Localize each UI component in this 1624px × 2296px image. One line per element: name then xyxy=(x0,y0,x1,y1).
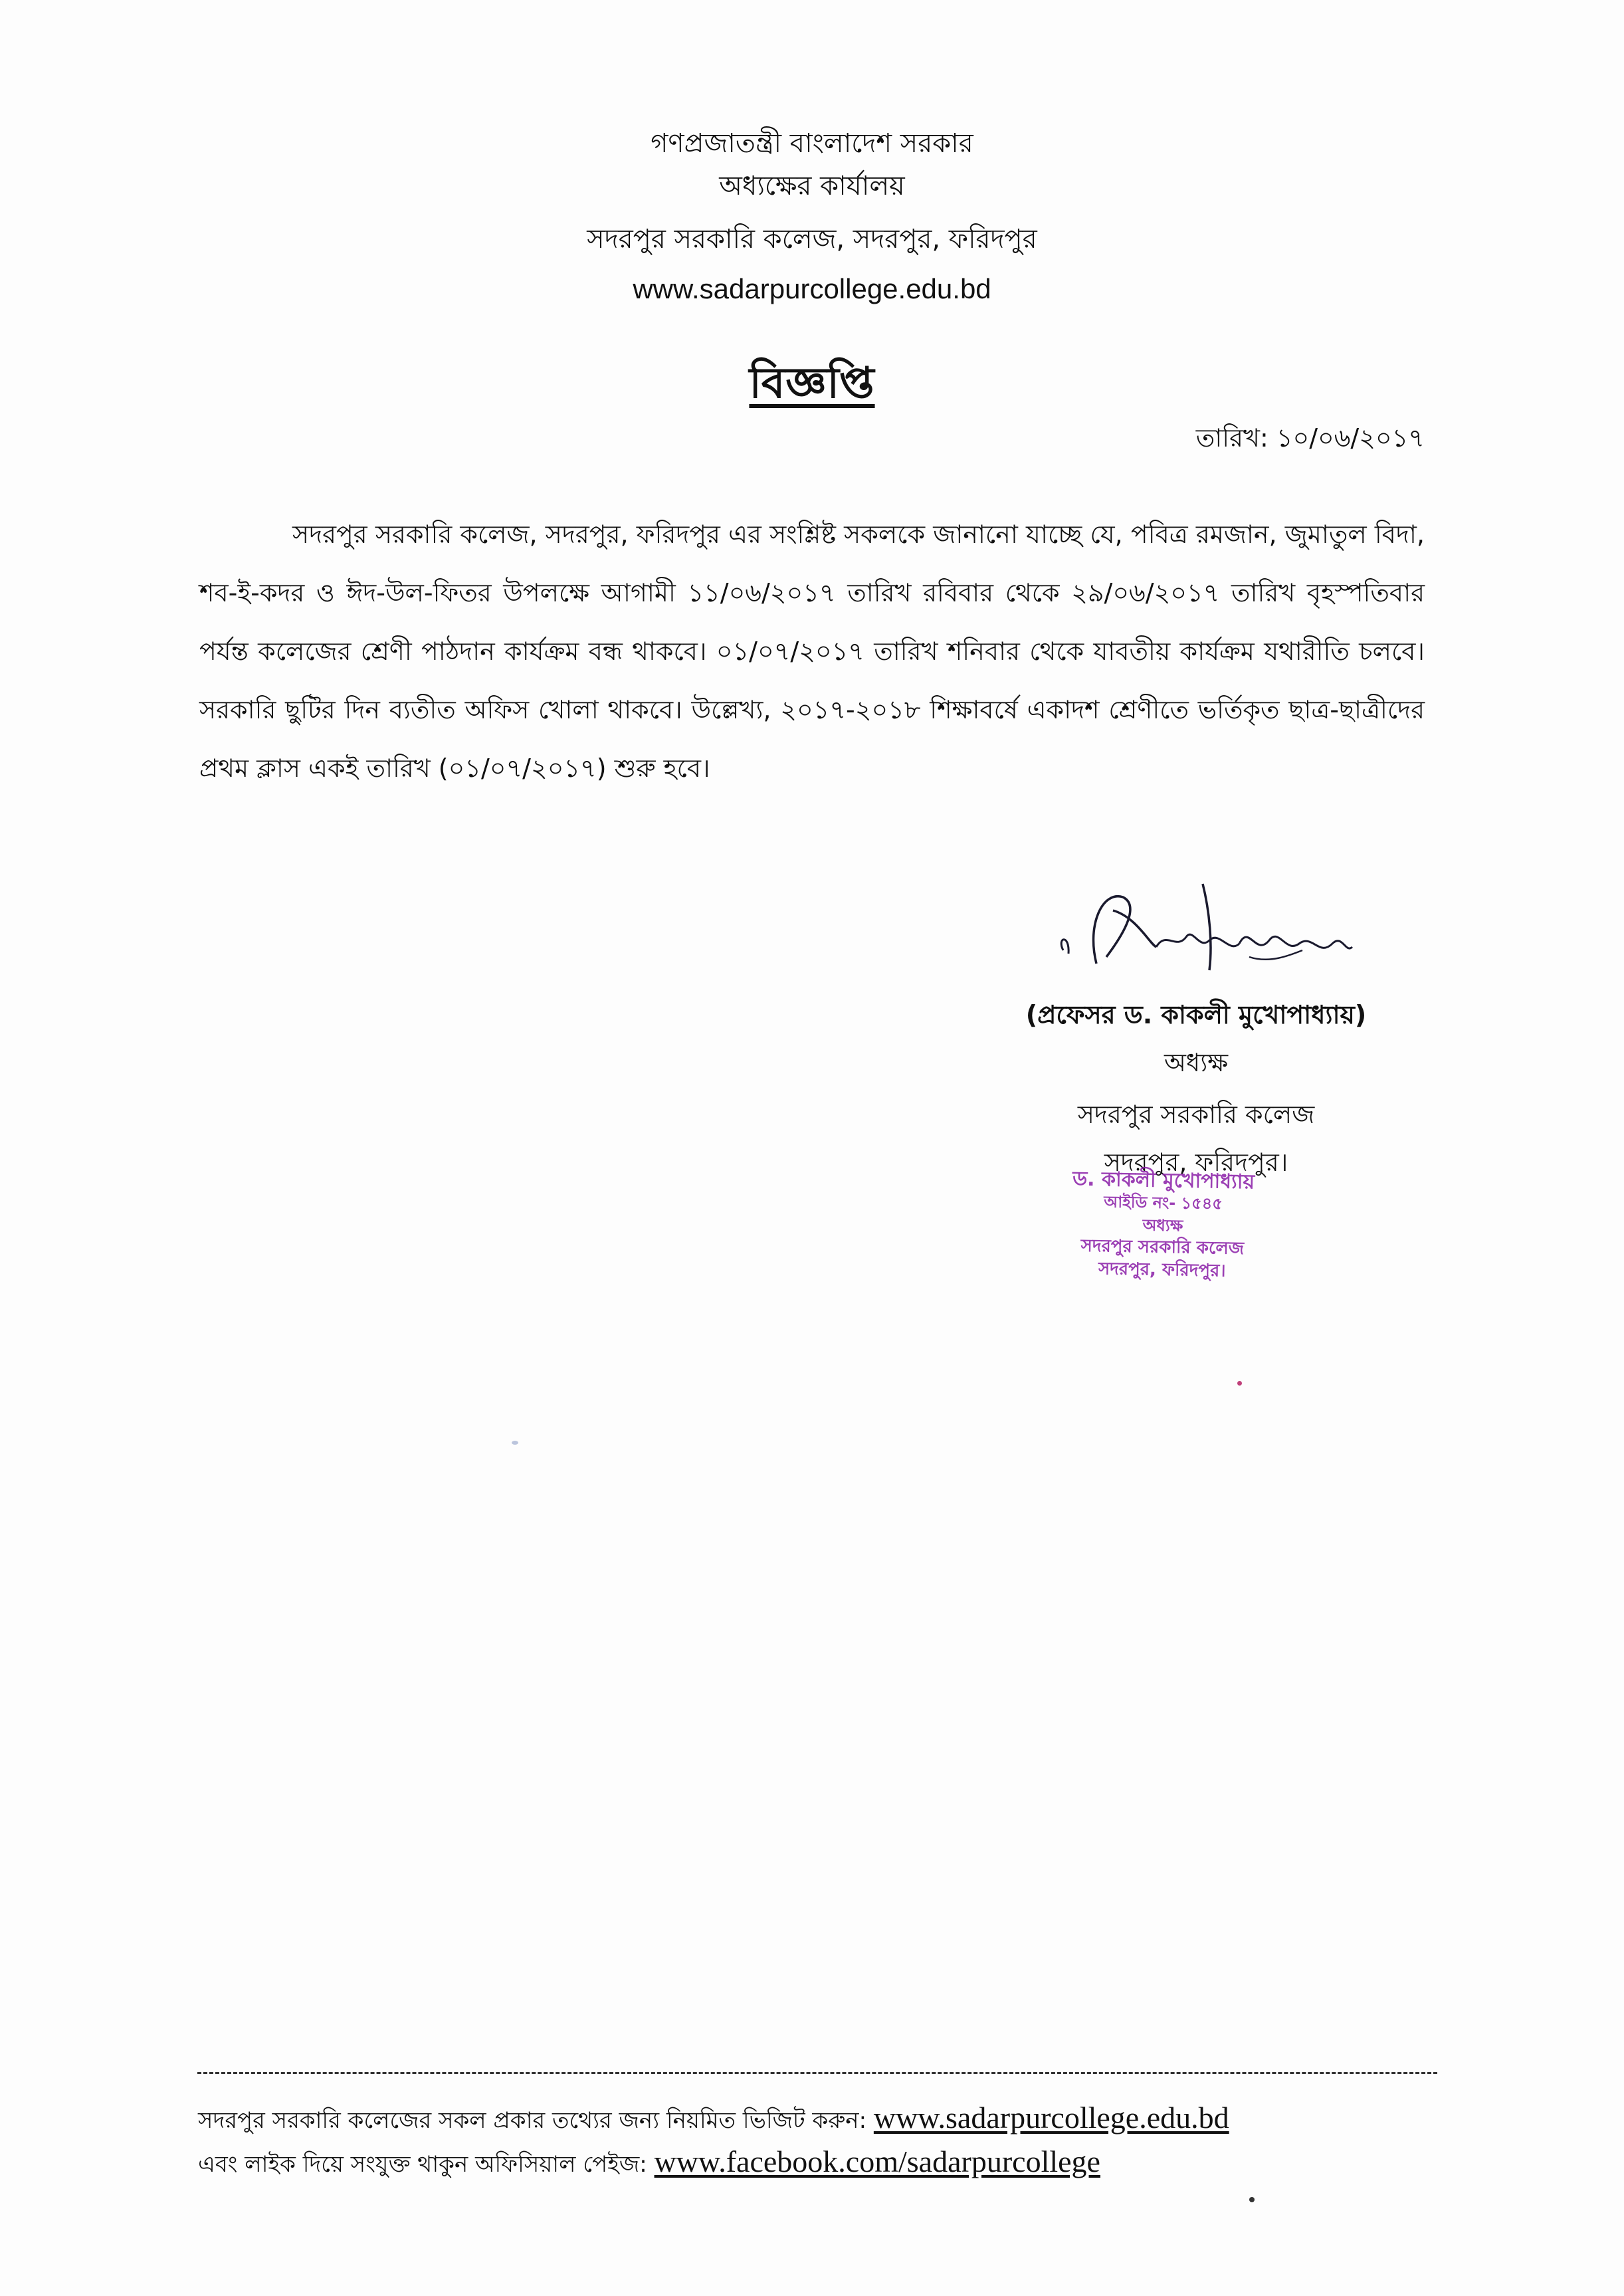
signatory-designation: অধ্যক্ষ xyxy=(1164,1048,1228,1077)
title-wrapper xyxy=(0,351,1624,422)
stamp-college: সদরপুর সরকারি কলেজ xyxy=(1080,1235,1245,1259)
footer-facebook-link[interactable]: www.facebook.com/sadarpurcollege xyxy=(654,2144,1100,2178)
footer-line-website xyxy=(198,2100,1229,2141)
official-seal-stamp xyxy=(1032,1162,1293,1287)
notice-date: তারিখ: ১০/০৬/২০১৭ xyxy=(1195,423,1425,453)
signatory-name: (প্রফেসর ড. কাকলী মুখোপাধ্যায়) xyxy=(1025,1000,1367,1029)
stamp-designation: অধ্যক্ষ xyxy=(1142,1215,1183,1235)
handwritten-signature xyxy=(1050,871,1356,990)
government-heading: গণপ্রজাতন্ত্রী বাংলাদেশ সরকার xyxy=(651,128,973,159)
footer-line-facebook xyxy=(198,2144,1100,2185)
college-website: www.sadarpurcollege.edu.bd xyxy=(633,273,991,304)
office-heading: অধ্যক্ষের কার্যালয় xyxy=(719,171,905,201)
stamp-address: সদরপুর, ফরিদপুর। xyxy=(1098,1259,1226,1281)
footer-website-label: সদরপুর সরকারি কলেজের সকল প্রকার তথ্যের জন্য নিয়মিত ভিজিট করুন: xyxy=(198,2107,867,2134)
college-address-heading: সদরপুর সরকারি কলেজ, সদরপুর, ফরিদপুর xyxy=(587,224,1037,255)
notice-title: বিজ্ঞপ্তি xyxy=(749,359,875,408)
signatory-address: সদরপুর, ফরিদপুর। xyxy=(1104,1148,1288,1177)
stamp-id: আইডি নং- ১৫৪৫ xyxy=(1103,1192,1223,1213)
ink-speck xyxy=(512,1441,518,1445)
notice-body: সদরপুর সরকারি কলেজ, সদরপুর, ফরিদপুর এর সংশ্লিষ্ট সকলকে জানানো যাচ্ছে যে, পবিত্র রমজান, জুমাতুল বিদা, শব-ই-কদর ও ঈদ-উল-ফিতর উপলক্ষে আগামী ১১/০৬/২০১৭ তারিখ রবিবার থেকে ২৯/০৬/২০১৭ তারিখ বৃহস্পতিবার পর্যন্ত কলেজের শ্রেণী পাঠদান কার্যক্রম বন্ধ থাকবে। ০১/০৭/২০১৭ তারিখ শনিবার থেকে যাবতীয় কার্যক্রম যথারীতি চলবে। সরকারি ছুটির দিন ব্যতীত অফিস খোলা থাকবে। উল্লেখ্য, ২০১৭-২০১৮ শিক্ষাবর্ষে একাদশ শ্রেণীতে ভর্তিকৃত ছাত্র-ছাত্রীদের প্রথম ক্লাস একই তারিখ (০১/০৭/২০১৭) শুরু হবে। xyxy=(199,520,1425,783)
footer-divider xyxy=(197,2072,1437,2074)
footer-website-link[interactable]: www.sadarpurcollege.edu.bd xyxy=(873,2101,1229,2135)
stamp-name: ড. কাকলী মুখোপাধ্যায় xyxy=(1072,1167,1255,1194)
signatory-college: সদরপুর সরকারি কলেজ xyxy=(1077,1100,1315,1129)
footer-facebook-label: এবং লাইক দিয়ে সংযুক্ত থাকুন অফিসিয়াল পেইজ: xyxy=(198,2151,647,2178)
ink-speck xyxy=(1249,2197,1255,2202)
ink-speck xyxy=(1237,1381,1242,1386)
